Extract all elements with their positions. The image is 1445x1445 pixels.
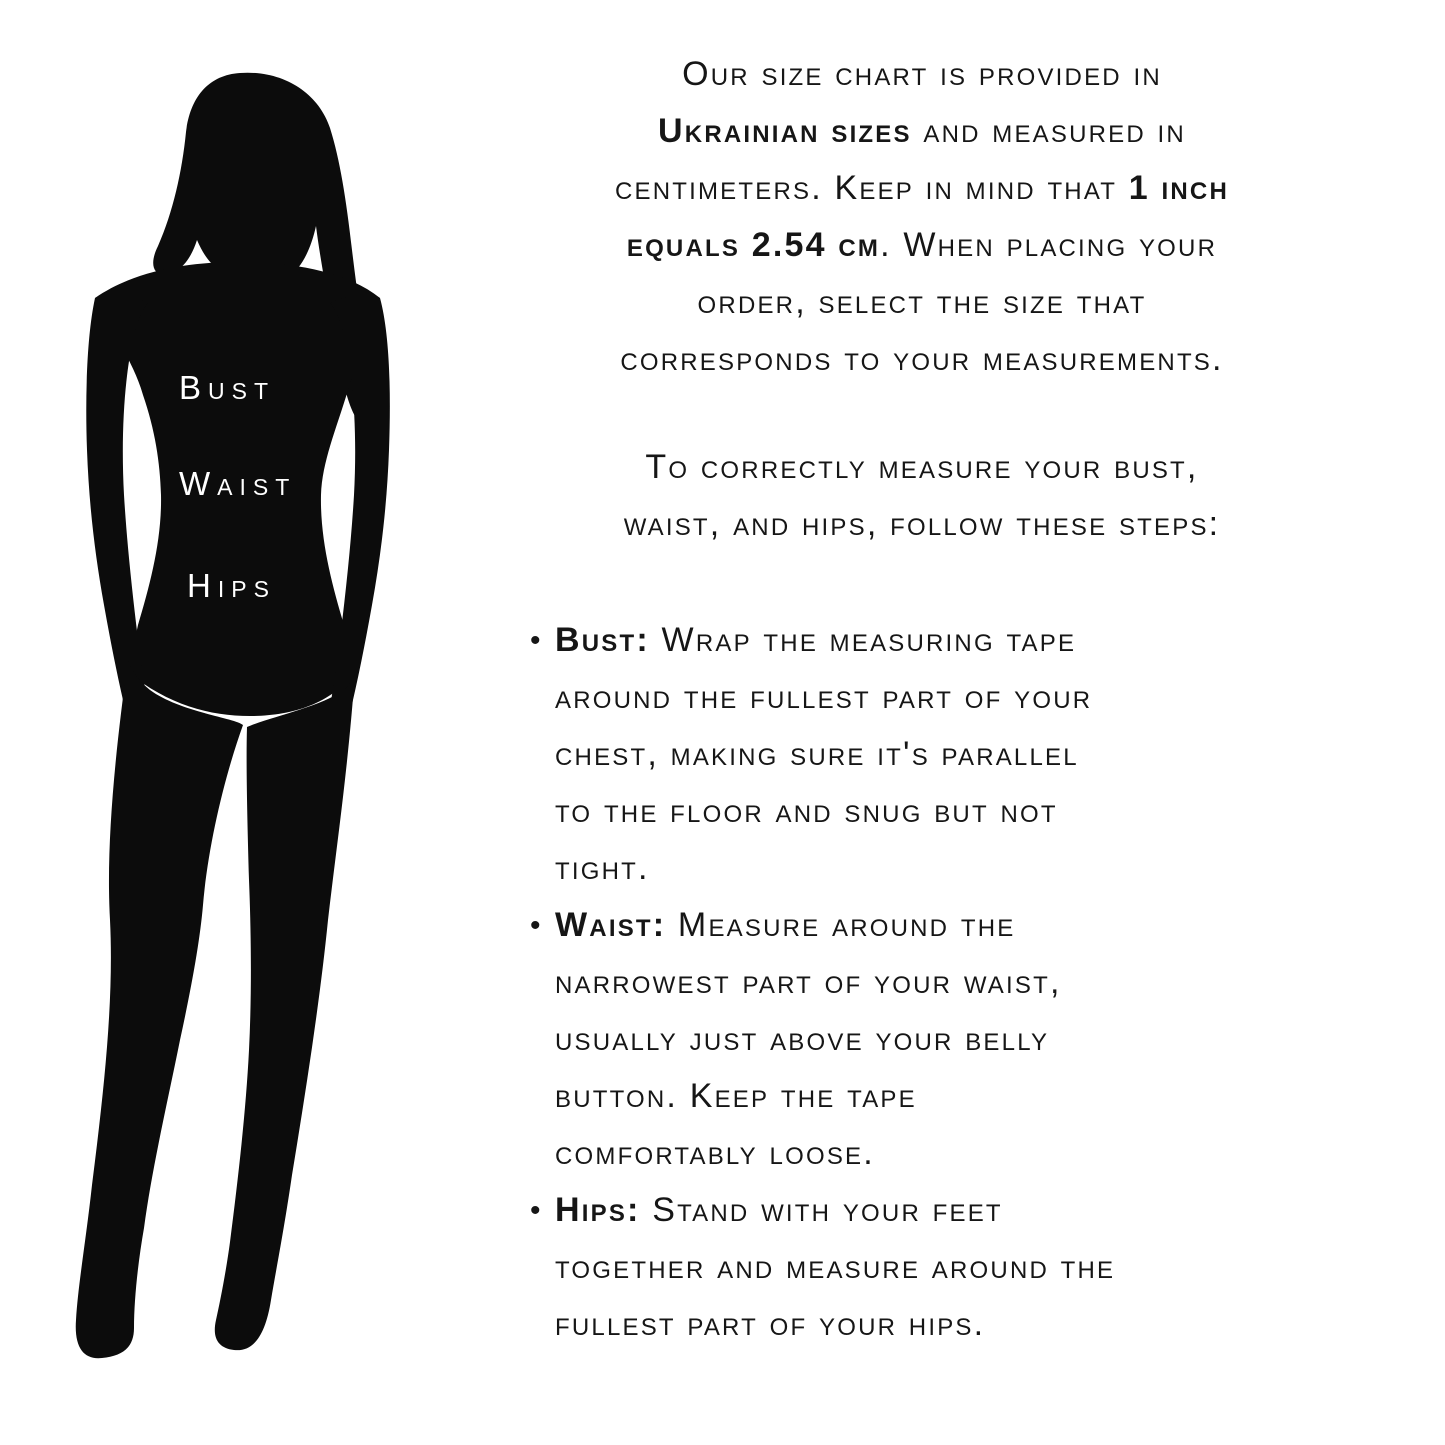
bullet-item-waist <box>488 897 1356 1182</box>
figure-label-hips: Hips <box>187 567 276 604</box>
intro-line: corresponds to your measurements. <box>620 340 1224 378</box>
bullet-item-bust <box>488 612 1356 897</box>
bullet-marker: • <box>530 624 543 657</box>
bullet-line: fullest part of your hips. <box>555 1305 986 1343</box>
figure-label-bust: Bust <box>179 369 276 406</box>
bullet-line: button. Keep the tape <box>555 1077 917 1115</box>
bullet-line: tight. <box>555 849 650 887</box>
intro-line: Ukrainian sizes and measured in <box>658 112 1186 150</box>
steps-intro-line: waist, and hips, follow these steps: <box>623 505 1221 543</box>
intro-line: order, select the size that <box>697 283 1147 321</box>
measure-steps-intro <box>488 439 1356 553</box>
figure-label-waist: Waist <box>179 465 297 502</box>
intro-line: centimeters. Keep in mind that 1 inch <box>614 169 1230 207</box>
figure-silhouette <box>0 0 480 1445</box>
bullet-line: around the fullest part of your <box>555 678 1093 716</box>
steps-intro-line: To correctly measure your bust, <box>645 448 1199 486</box>
bullet-marker: • <box>530 1194 543 1227</box>
intro-line: equals 2.54 cm. When placing your <box>626 226 1218 264</box>
bullet-line: to the floor and snug but not <box>555 792 1058 830</box>
bullet-line: usually just above your belly <box>555 1020 1050 1058</box>
measure-steps-list <box>488 612 1356 1353</box>
intro-line: Our size chart is provided in <box>682 55 1162 93</box>
instructions-column <box>488 46 1356 1353</box>
bullet-line: Bust: Wrap the measuring tape <box>555 621 1077 659</box>
bullet-line: Waist: Measure around the <box>555 906 1016 944</box>
intro-paragraph <box>488 46 1356 388</box>
bullet-marker: • <box>530 909 543 942</box>
bullet-line: narrowest part of your waist, <box>555 963 1062 1001</box>
bullet-line: chest, making sure it's parallel <box>555 735 1079 773</box>
bullet-line: Hips: Stand with your feet <box>555 1191 1003 1229</box>
bullet-line: comfortably loose. <box>555 1134 875 1172</box>
bullet-line: together and measure around the <box>555 1248 1116 1286</box>
woman-silhouette-graphic <box>0 0 480 1445</box>
bullet-item-hips <box>488 1182 1356 1353</box>
